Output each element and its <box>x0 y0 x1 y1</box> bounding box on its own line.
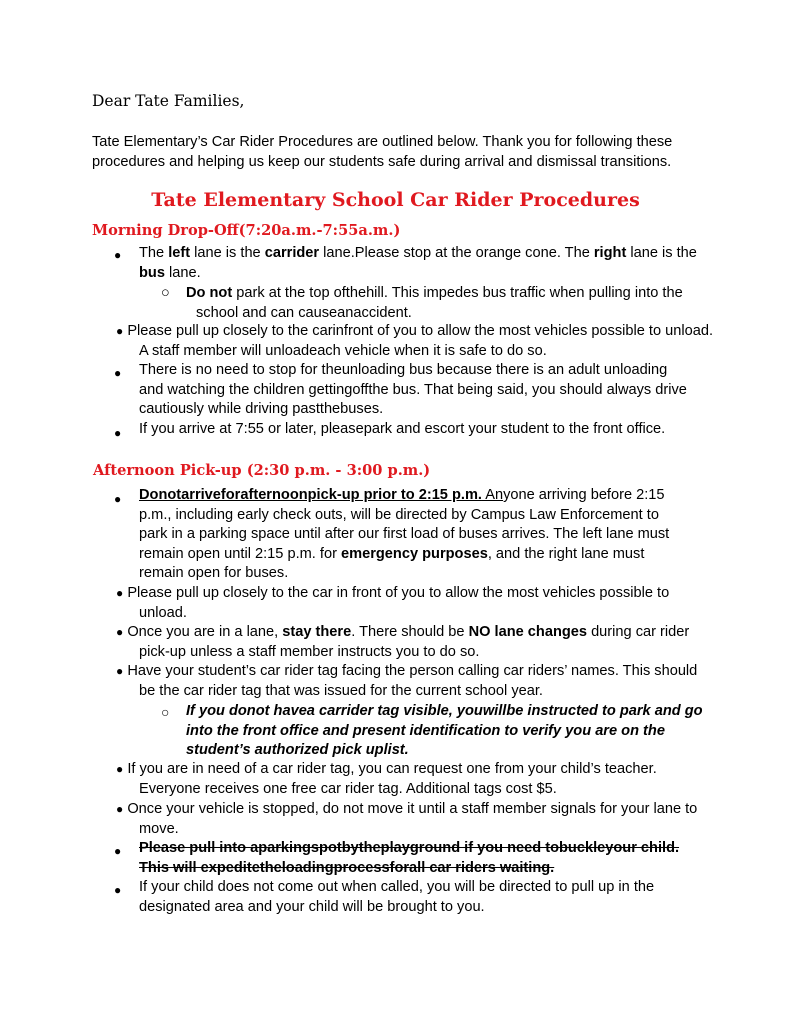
afternoon-item-9: If your child does not come out when called, you will be directed to pull up in the designated area and your child will be brought to you. <box>139 879 655 915</box>
bullet-circle: ○ <box>161 704 170 720</box>
afternoon-item-2: ● Please pull up closely to the car in front of you to allow the most vehicles possible to unload. <box>116 585 670 621</box>
afternoon-item-3: ● Once you are in a lane, stay there. There should be NO lane changes during car rider pick-up unless a staff member instructs you to do so. <box>116 624 690 660</box>
morning-item-1: The left lane is the carrider lane.Please stop at the orange cone. The right lane is the bus lane. <box>139 245 697 281</box>
morning-subitem: Do not park at the top ofthehill. This impedes bus traffic when pulling into the school and can causeanaccident. <box>186 285 683 321</box>
afternoon-item-8: Please pull into aparkingspotbytheplayground if you need tobuckleyour child. This will expeditetheloadingprocessforall car riders waiting. <box>139 840 680 876</box>
intro-paragraph: Tate Elementary’s Car Rider Procedures are outlined below. Thank you for following these procedures and helping us keep our students safe during arrival and dismissal transitions. <box>92 134 673 170</box>
page-title: Tate Elementary School Car Rider Procedures <box>151 189 640 211</box>
morning-item-4: There is no need to stop for theunloading bus because there is an adult unloading and watching the children gettingoffthe bus. That being said, you should always drive cautiously while driving pastthebuses. <box>139 362 687 417</box>
afternoon-subitem: If you donot havea carrider tag visible, youwillbe instructed to park and go into the front office and present identification to verify you are on the student’s authorized pick uplist. <box>186 703 703 758</box>
afternoon-item-7: ● Once your vehicle is stopped, do not move it until a staff member signals for your lane to move. <box>116 801 698 837</box>
bullet-dot: ● <box>114 366 122 380</box>
bullet-dot: ● <box>114 426 122 440</box>
greeting: Dear Tate Families, <box>92 92 245 110</box>
bullet-dot: ● <box>114 492 122 506</box>
bullet-dot: ● <box>114 248 122 262</box>
bullet-dot: ● <box>114 844 122 858</box>
morning-item-3: ● Please pull up closely to the carinfront of you to allow the most vehicles possible to unload. A staff member will unloadeach vehicle when it is safe to do so. <box>116 323 714 359</box>
bullet-circle: ○ <box>161 285 170 301</box>
afternoon-item-1: Donotarriveforafternoonpick-up prior to 2:15 p.m. Anyone arriving before 2:15 p.m., including early check outs, will be directed by Campus Law Enforcement to park in a parking space until after our first load of buses arrives. The left lane must remain open until 2:15 p.m. for emergency purposes, and the right lane must remain open for buses. <box>139 487 670 581</box>
afternoon-item-4: ● Have your student’s car rider tag facing the person calling car riders’ names. This should be the car rider tag that was issued for the current school year. <box>116 663 698 699</box>
morning-heading: Morning Drop-Off(7:20a.m.-7:55a.m.) <box>92 222 401 239</box>
afternoon-item-6: ● If you are in need of a car rider tag, you can request one from your child’s teacher. Everyone receives one free car rider tag. Additional tags cost $5. <box>116 761 657 797</box>
afternoon-heading: Afternoon Pick-up (2:30 p.m. - 3:00 p.m.) <box>93 462 431 479</box>
bullet-dot: ● <box>114 883 122 897</box>
morning-item-5: If you arrive at 7:55 or later, pleasepark and escort your student to the front office. <box>139 421 666 437</box>
